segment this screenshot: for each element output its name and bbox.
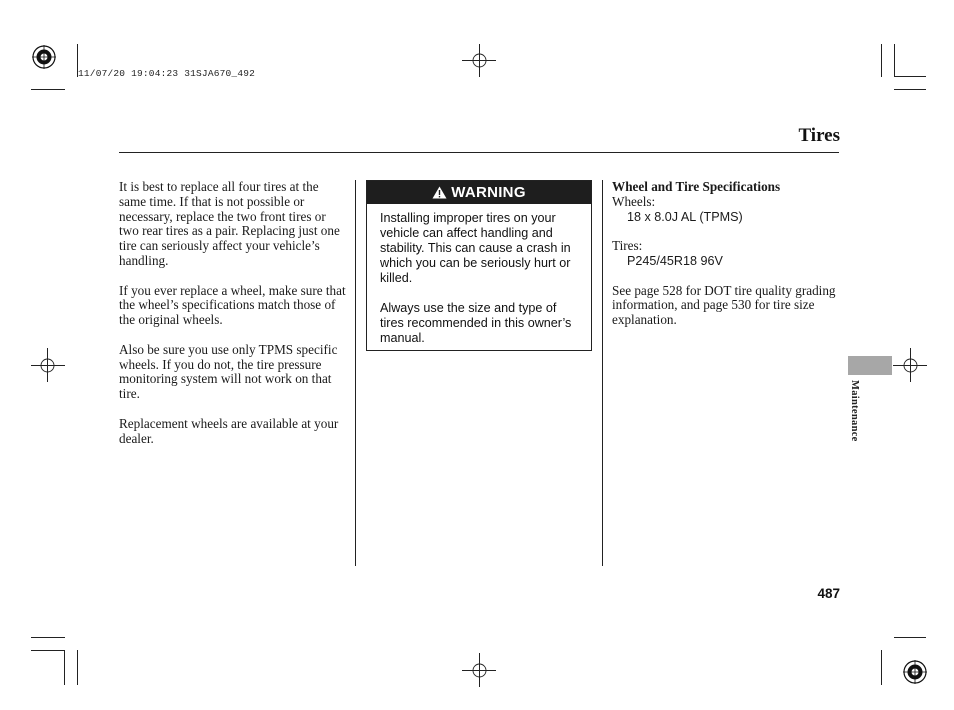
- print-info: 11/07/20 19:04:23 31SJA670_492: [78, 68, 256, 79]
- paragraph: Also be sure you use only TPMS specific wheels. If you do not, the tire pressure monitoring system will not work on that tire.: [119, 341, 338, 402]
- paragraph: If you ever replace a wheel, make sure that the wheel’s specifications match those of the original wheels.: [119, 282, 346, 328]
- wheels-value: 18 x 8.0J AL (TPMS): [627, 209, 743, 224]
- page-title: Tires: [798, 125, 840, 146]
- specifications-column: [612, 180, 842, 328]
- page-number: 487: [817, 586, 840, 601]
- registration-target-icon: [902, 659, 928, 685]
- registration-target-icon: [31, 44, 57, 70]
- tires-value: P245/45R18 96V: [627, 253, 723, 268]
- warning-label: WARNING: [451, 184, 526, 201]
- paragraph: It is best to replace all four tires at the same time. If that is not possible or necessary, replace the two front tires or two rear tires as a pair. Replacing just one tire can seriously affect your vehicle’s handling.: [119, 179, 340, 268]
- wheels-label: Wheels:: [612, 193, 656, 209]
- specs-heading: Wheel and Tire Specifications: [612, 179, 781, 194]
- crosshair-icon: [469, 660, 490, 681]
- crosshair-icon: [469, 50, 490, 71]
- section-tab-label: Maintenance: [849, 380, 860, 442]
- crosshair-icon: [37, 355, 58, 376]
- body-text-column: [119, 180, 347, 461]
- warning-paragraph: Installing improper tires on your vehicle can affect handling and stability. This can cause a crash in which you can be seriously hurt or killed.: [380, 211, 571, 285]
- warning-paragraph: Always use the size and type of tires recommended in this owner’s manual.: [380, 301, 572, 345]
- header-rule: [119, 152, 839, 153]
- crosshair-icon: [900, 355, 921, 376]
- specs-note: See page 528 for DOT tire quality grading information, and page 530 for tire size explanation.: [612, 282, 836, 328]
- tires-label: Tires:: [612, 238, 643, 254]
- warning-box: [366, 180, 592, 351]
- warning-text: [380, 211, 583, 361]
- warning-triangle-icon: [432, 186, 447, 199]
- column-divider: [355, 180, 356, 566]
- paragraph: Replacement wheels are available at your dealer.: [119, 415, 339, 446]
- column-divider: [602, 180, 603, 566]
- warning-header: [367, 181, 591, 204]
- section-tab: [848, 356, 892, 375]
